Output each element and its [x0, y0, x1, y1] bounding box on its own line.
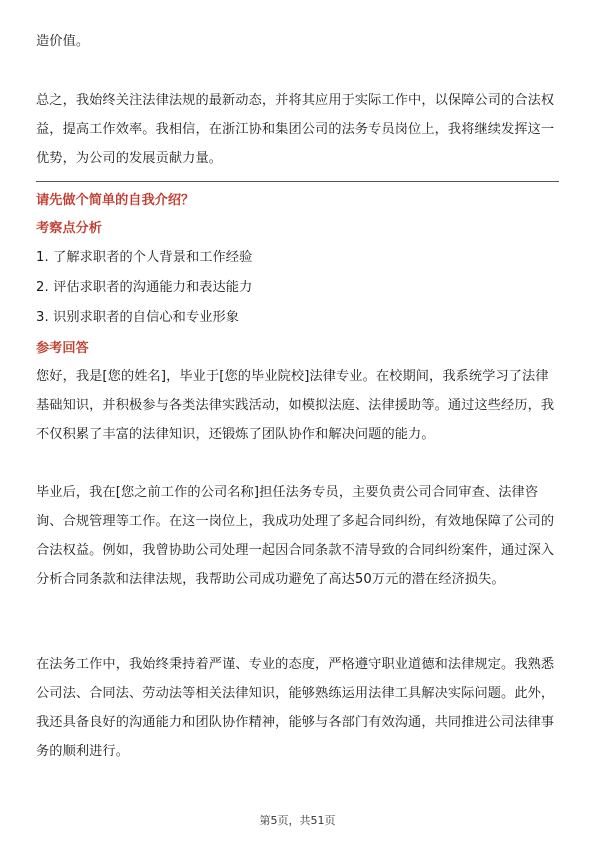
summary-paragraph: 总之，我始终关注法律法规的最新动态，并将其应用于实际工作中，以保障公司的合法权益，提高工作效率。我相信，在浙江协和集团公司的法务专员岗位上，我将继续发挥这一优势，为公司的发展贡献力量。	[36, 93, 555, 166]
previous-answer-ending: 造价值。	[36, 34, 90, 49]
page-number-footer: 第5页，共51页	[259, 814, 336, 827]
analysis-point: 1. 了解求职者的个人背景和工作经验	[36, 250, 253, 265]
analysis-heading: 考察点分析	[36, 221, 102, 236]
analysis-points-list	[36, 243, 252, 333]
analysis-point: 3. 识别求职者的自信心和专业形象	[36, 310, 240, 325]
answer-paragraph: 在法务工作中，我始终秉持着严谨、专业的态度，严格遵守职业道德和法律规定。我熟悉公司法、合同法、劳动法等相关法律知识，能够熟练运用法律工具解决实际问题。此外，我还具备良好的沟通能力和团队协作精神，能够与各部门有效沟通，共同推进公司法律事务的顺利进行。	[36, 657, 555, 759]
answer-paragraph: 您好，我是[您的姓名]，毕业于[您的毕业院校]法律专业。在校期间，我系统学习了法律基础知识，并积极参与各类法律实践活动，如模拟法庭、法律援助等。通过这些经历，我不仅积累了丰富的法律知识，还锻炼了团队协作和解决问题的能力。	[36, 369, 555, 442]
analysis-point: 2. 评估求职者的沟通能力和表达能力	[36, 280, 253, 295]
answer-paragraph: 毕业后，我在[您之前工作的公司名称]担任法务专员，主要负责公司合同审查、法律咨询、合规管理等工作。在这一岗位上，我成功处理了多起合同纠纷，有效地保障了公司的合法权益。例如，我曾协助公司处理一起因合同条款不清导致的合同纠纷案件，通过深入分析合同条款和法律法规，我帮助公司成功避免了高达50万元的潜在经济损失。	[36, 485, 555, 587]
section-divider	[36, 181, 559, 182]
question-heading: 请先做个简单的自我介绍？	[36, 193, 195, 208]
answer-heading: 参考回答	[36, 341, 89, 356]
